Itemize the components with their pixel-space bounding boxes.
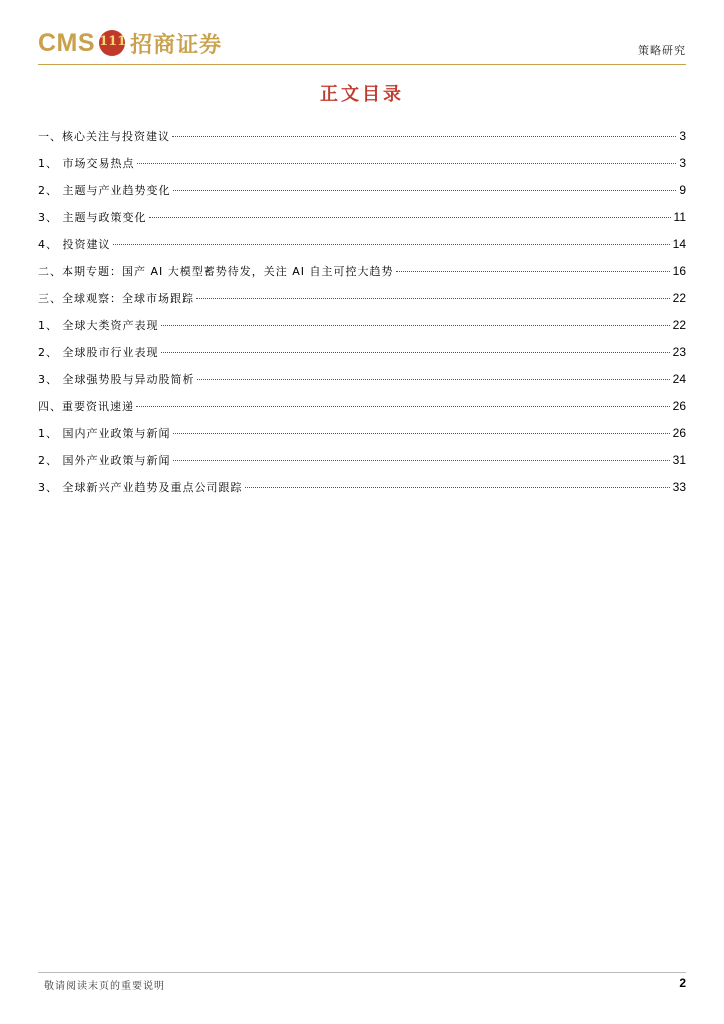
toc-leader-dots xyxy=(149,217,671,218)
toc-entry-page: 26 xyxy=(672,399,686,413)
toc-entry-label: 2、 全球股市行业表现 xyxy=(38,346,159,359)
toc-entry-page: 31 xyxy=(672,453,686,467)
toc-entry-label: 三、全球观察：全球市场跟踪 xyxy=(38,292,194,305)
toc-leader-dots xyxy=(245,487,670,488)
toc-entry-label: 3、 全球强势股与异动股简析 xyxy=(38,373,195,386)
logo-mark-icon xyxy=(99,30,125,56)
toc-entry-page: 33 xyxy=(672,480,686,494)
toc-entry-page: 22 xyxy=(672,318,686,332)
toc-entry-label: 2、 主题与产业趋势变化 xyxy=(38,184,171,197)
toc-leader-dots xyxy=(196,298,670,299)
toc-leader-dots xyxy=(197,379,670,380)
toc-entry[interactable] xyxy=(38,398,686,425)
toc-entry[interactable] xyxy=(38,155,686,182)
toc-entry[interactable] xyxy=(38,452,686,479)
toc-leader-dots xyxy=(172,136,676,137)
toc-entry[interactable] xyxy=(38,209,686,236)
footer-disclaimer: 敬请阅读末页的重要说明 xyxy=(44,981,165,992)
toc-entry[interactable] xyxy=(38,344,686,371)
toc-entry-page: 9 xyxy=(679,183,686,197)
toc-entry-page: 22 xyxy=(672,291,686,305)
toc-entry-label: 2、 国外产业政策与新闻 xyxy=(38,454,171,467)
table-of-contents xyxy=(38,128,686,506)
page-number: 2 xyxy=(679,976,686,990)
footer-divider xyxy=(38,972,686,973)
toc-entry-page: 16 xyxy=(672,264,686,278)
logo-cms-text: CMS xyxy=(38,28,96,57)
toc-entry-label: 3、 主题与政策变化 xyxy=(38,211,147,224)
toc-entry-page: 26 xyxy=(672,426,686,440)
toc-leader-dots xyxy=(113,244,670,245)
toc-entry-page: 24 xyxy=(672,372,686,386)
logo-mark-text: 111 xyxy=(99,34,127,49)
toc-entry[interactable] xyxy=(38,128,686,155)
toc-entry-page: 14 xyxy=(672,237,686,251)
toc-entry-label: 一、核心关注与投资建议 xyxy=(38,130,170,143)
toc-entry[interactable] xyxy=(38,263,686,290)
toc-entry[interactable] xyxy=(38,182,686,209)
page-header xyxy=(38,24,686,66)
toc-entry[interactable] xyxy=(38,290,686,317)
toc-entry-label: 1、 全球大类资产表现 xyxy=(38,319,159,332)
toc-entry[interactable] xyxy=(38,479,686,506)
toc-entry-label: 二、本期专题：国产 AI 大模型蓄势待发，关注 AI 自主可控大趋势 xyxy=(38,265,394,278)
company-logo xyxy=(38,27,222,59)
logo-chinese-name: 招商证券 xyxy=(130,31,223,58)
toc-leader-dots xyxy=(173,460,670,461)
toc-entry-label: 1、 市场交易热点 xyxy=(38,157,135,170)
toc-leader-dots xyxy=(173,190,677,191)
header-divider xyxy=(38,64,686,65)
toc-leader-dots xyxy=(396,271,670,272)
toc-entry-label: 1、 国内产业政策与新闻 xyxy=(38,427,171,440)
toc-entry-label: 4、 投资建议 xyxy=(38,238,111,251)
toc-leader-dots xyxy=(161,325,670,326)
toc-entry-page: 23 xyxy=(672,345,686,359)
toc-leader-dots xyxy=(173,433,670,434)
toc-entry[interactable] xyxy=(38,371,686,398)
toc-entry[interactable] xyxy=(38,236,686,263)
toc-entry-label: 四、重要资讯速递 xyxy=(38,400,134,413)
toc-entry-page: 11 xyxy=(673,210,686,224)
toc-entry-page: 3 xyxy=(679,129,686,143)
report-category: 策略研究 xyxy=(638,44,686,57)
toc-leader-dots xyxy=(137,163,677,164)
toc-leader-dots xyxy=(161,352,670,353)
toc-entry-label: 3、 全球新兴产业趋势及重点公司跟踪 xyxy=(38,481,243,494)
toc-entry[interactable] xyxy=(38,317,686,344)
toc-leader-dots xyxy=(136,406,670,407)
page-title: 正文目录 xyxy=(320,84,404,105)
toc-entry[interactable] xyxy=(38,425,686,452)
toc-entry-page: 3 xyxy=(679,156,686,170)
